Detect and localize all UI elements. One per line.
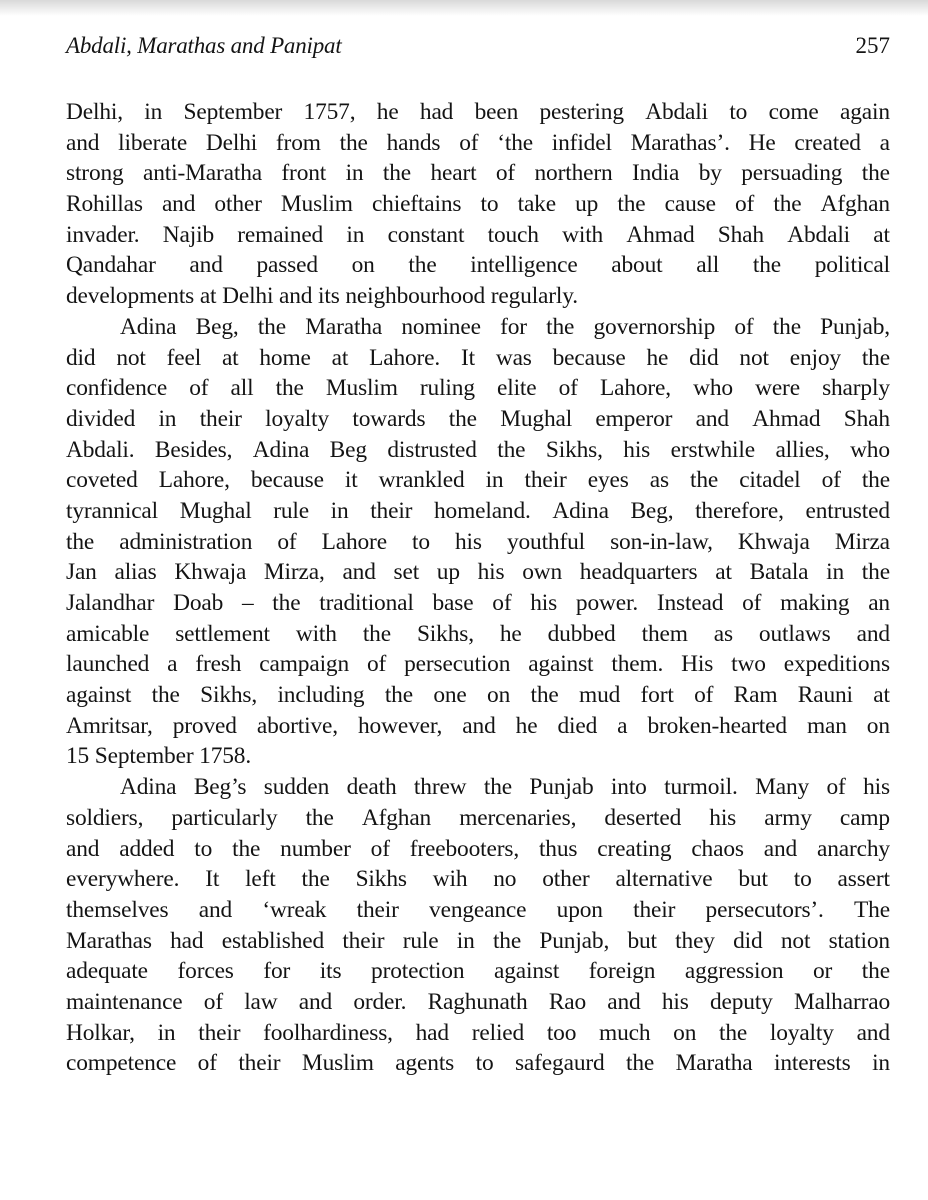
justified-words: the administration of Lahore to his youthful son-in-law, Khwaja Mirza bbox=[66, 528, 890, 555]
text-line bbox=[66, 987, 890, 1018]
justified-words: invader. Najib remained in constant touch with Ahmad Shah Abdali at bbox=[66, 221, 890, 248]
justified-words: Adina Beg, the Maratha nominee for the governorship of the Punjab, bbox=[120, 313, 890, 340]
text-line bbox=[66, 373, 890, 404]
text-line bbox=[66, 772, 890, 803]
justified-words: maintenance of law and order. Raghunath Rao and his deputy Malharrao bbox=[66, 988, 890, 1015]
text-line bbox=[66, 926, 890, 957]
top-edge-shadow bbox=[0, 0, 928, 16]
justified-words: and liberate Delhi from the hands of ‘the infidel Marathas’. He created a bbox=[66, 129, 890, 156]
text-line bbox=[66, 128, 890, 159]
justified-words: strong anti-Maratha front in the heart of northern India by persuading the bbox=[66, 160, 890, 187]
justified-words: tyrannical Mughal rule in their homeland. Adina Beg, therefore, entrusted bbox=[66, 497, 890, 524]
text-line bbox=[66, 1048, 890, 1079]
text-line bbox=[66, 619, 890, 650]
justified-words: Delhi, in September 1757, he had been pestering Abdali to come again bbox=[66, 99, 890, 125]
text-line bbox=[66, 680, 890, 711]
justified-words: divided in their loyalty towards the Mughal emperor and Ahmad Shah bbox=[66, 405, 890, 432]
text-line: 15 September 1758. bbox=[66, 743, 252, 770]
justified-words: adequate forces for its protection against foreign aggression or the bbox=[66, 958, 890, 985]
justified-words: Rohillas and other Muslim chieftains to take up the cause of the Afghan bbox=[66, 191, 890, 218]
text-line bbox=[66, 711, 890, 742]
justified-words: and added to the number of freebooters, thus creating chaos and anarchy bbox=[66, 835, 890, 862]
running-head bbox=[66, 32, 890, 76]
justified-words: everywhere. It left the Sikhs wih no other alternative but to assert bbox=[66, 866, 890, 893]
page-number: 257 bbox=[855, 33, 890, 58]
text-line bbox=[66, 435, 890, 466]
justified-words: did not feel at home at Lahore. It was because he did not enjoy the bbox=[66, 344, 890, 371]
text-line bbox=[66, 189, 890, 220]
justified-words: soldiers, particularly the Afghan mercenaries, deserted his army camp bbox=[66, 804, 890, 831]
justified-words: Abdali. Besides, Adina Beg distrusted the Sikhs, his erstwhile allies, who bbox=[66, 436, 890, 463]
justified-words: Holkar, in their foolhardiness, had relied too much on the loyalty and bbox=[66, 1019, 890, 1046]
justified-words: competence of their Muslim agents to safegaurd the Maratha interests in bbox=[66, 1050, 890, 1077]
text-line bbox=[66, 956, 890, 987]
paragraph-2 bbox=[66, 312, 890, 772]
text-line bbox=[66, 803, 890, 834]
justified-words: Adina Beg’s sudden death threw the Punjab into turmoil. Many of his bbox=[120, 774, 890, 801]
justified-words: Jan alias Khwaja Mirza, and set up his own headquarters at Batala in the bbox=[66, 559, 890, 586]
justified-words: against the Sikhs, including the one on the mud fort of Ram Rauni at bbox=[66, 682, 890, 709]
body-text bbox=[66, 97, 890, 1079]
text-line bbox=[66, 895, 890, 926]
justified-words: Qandahar and passed on the intelligence about all the political bbox=[66, 252, 890, 279]
text-line bbox=[66, 250, 890, 281]
paragraph-1 bbox=[66, 97, 890, 312]
text-line bbox=[66, 834, 890, 865]
justified-words: launched a fresh campaign of persecution against them. His two expeditions bbox=[66, 651, 890, 678]
justified-words: themselves and ‘wreak their vengeance upon their persecutors’. The bbox=[66, 896, 890, 923]
text-line bbox=[66, 220, 890, 251]
book-page bbox=[66, 24, 890, 1079]
text-line bbox=[66, 1018, 890, 1049]
paragraph-3 bbox=[66, 772, 890, 1079]
text-line bbox=[66, 404, 890, 435]
text-line bbox=[66, 649, 890, 680]
text-line: developments at Delhi and its neighbourhood regularly. bbox=[66, 283, 578, 310]
text-line bbox=[66, 465, 890, 496]
text-line bbox=[66, 588, 890, 619]
text-line bbox=[66, 343, 890, 374]
text-line bbox=[66, 496, 890, 527]
justified-words: Jalandhar Doab – the traditional base of his power. Instead of making an bbox=[66, 590, 890, 616]
justified-words: Marathas had established their rule in the Punjab, but they did not station bbox=[66, 927, 890, 954]
text-line bbox=[66, 158, 890, 189]
text-line bbox=[66, 557, 890, 588]
justified-words: confidence of all the Muslim ruling elite of Lahore, who were sharply bbox=[66, 375, 890, 402]
justified-words: Amritsar, proved abortive, however, and he died a broken-hearted man on bbox=[66, 712, 890, 739]
justified-words: coveted Lahore, because it wrankled in their eyes as the citadel of the bbox=[66, 467, 890, 494]
text-line bbox=[66, 97, 890, 128]
text-line bbox=[66, 312, 890, 343]
text-line bbox=[66, 527, 890, 558]
justified-words: amicable settlement with the Sikhs, he dubbed them as outlaws and bbox=[66, 620, 890, 647]
text-line bbox=[66, 864, 890, 895]
running-head-title: Abdali, Marathas and Panipat bbox=[66, 33, 342, 58]
